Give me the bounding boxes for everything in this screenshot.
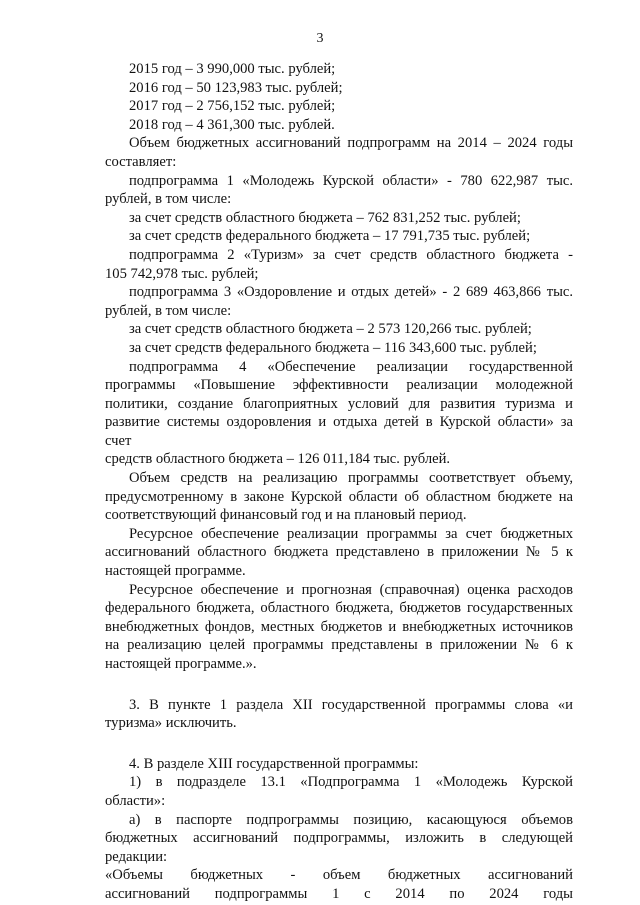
document-body <box>105 60 573 904</box>
table-cell-text: ассигнований <box>105 885 190 902</box>
text-line: подпрограмма 1 «Молодежь Курской области» - 780 622,987 тыс. <box>129 172 573 189</box>
text-line: бюджетных ассигнований подпрограммы, изложить в следующей <box>105 830 573 847</box>
text-line: рублей, в том числе: <box>105 302 232 319</box>
text-line: на реализацию целей программы представлены в приложении № 6 к <box>105 637 573 654</box>
text-line: подпрограмма 2 «Туризм» за счет средств областного бюджета - <box>129 246 573 263</box>
text-line: а) в паспорте подпрограммы позицию, касающуюся объемов <box>129 811 573 828</box>
text-line: средств областного бюджета – 126 011,184 тыс. рублей. <box>105 451 451 468</box>
text-line: политики, создание благоприятных условий для развития туризма и <box>105 395 573 412</box>
text-line: 105 742,978 тыс. рублей; <box>105 265 259 282</box>
table-cell-text: бюджетных <box>387 867 461 884</box>
text-line: подпрограмма 4 «Обеспечение реализации государственной <box>129 358 573 375</box>
text-line: 4. В разделе XIII государственной программы: <box>129 755 419 772</box>
table-cell-text: «Объемы <box>105 867 163 884</box>
text-line: развитие системы оздоровления и отдыха детей в Курской области» за счет <box>105 414 573 449</box>
page-number: 3 <box>316 31 324 46</box>
table-cell-text: 2014 <box>395 885 425 902</box>
spacer <box>105 733 573 755</box>
text-line: 3. В пункте 1 раздела XII государственной программы слова «и <box>129 696 573 713</box>
table-cell-text: бюджетных <box>190 867 264 884</box>
text-line: редакции: <box>105 848 168 865</box>
text-line: Объем средств на реализацию программы соответствует объему, <box>129 470 573 487</box>
text-line: 2016 год – 50 123,983 тыс. рублей; <box>129 79 343 96</box>
table-cell-text: по <box>449 885 465 902</box>
text-line: 2015 год – 3 990,000 тыс. рублей; <box>129 61 336 77</box>
text-line: настоящей программе.». <box>105 656 257 672</box>
table-row <box>105 885 573 904</box>
text-line: ассигнований областного бюджета представлено в приложении № 5 к <box>105 544 573 561</box>
text-line: 2018 год – 4 361,300 тыс. рублей. <box>129 116 335 133</box>
text-line: за счет средств федерального бюджета – 116 343,600 тыс. рублей; <box>129 339 537 356</box>
text-line: соответствующий финансовый год и на плановый период. <box>105 507 467 524</box>
spacer <box>105 674 573 696</box>
text-line: туризма» исключить. <box>105 715 237 732</box>
text-line: предусмотренному в законе Курской области об областном бюджете на <box>105 488 573 505</box>
text-line: федерального бюджета, областного бюджета, бюджетов государственных <box>105 600 573 617</box>
text-line: области»: <box>105 792 166 809</box>
table-cell-text: годы <box>543 885 573 902</box>
table-row <box>105 866 573 885</box>
text-line: за счет средств областного бюджета – 2 573 120,266 тыс. рублей; <box>129 321 532 338</box>
table-dash: - <box>290 867 296 884</box>
text-line: Ресурсное обеспечение и прогнозная (справочная) оценка расходов <box>129 581 573 598</box>
text-line: 2017 год – 2 756,152 тыс. рублей; <box>129 98 336 115</box>
text-line: рублей, в том числе: <box>105 191 232 208</box>
text-line: 1) в подразделе 13.1 «Подпрограмма 1 «Молодежь Курской <box>129 774 573 791</box>
table-cell-text: 1 <box>332 885 340 902</box>
text-line: внебюджетных фондов, местных бюджетов и внебюджетных источников <box>105 618 573 635</box>
table-cell-text: ассигнований <box>488 867 573 884</box>
table-cell-text: с <box>364 885 371 902</box>
text-line: Объем бюджетных ассигнований подпрограмм на 2014 – 2024 годы <box>129 135 573 152</box>
table-cell-text: 2024 <box>489 885 519 902</box>
text-line: программы «Повышение эффективности реализации молодежной <box>105 377 573 394</box>
text-line: подпрограмма 3 «Оздоровление и отдых детей» - 2 689 463,866 тыс. <box>129 284 573 301</box>
text-line: составляет: <box>105 153 177 170</box>
table-cell-text: подпрограммы <box>214 885 308 902</box>
text-line: за счет средств федерального бюджета – 17 791,735 тыс. рублей; <box>129 228 531 245</box>
text-line: Ресурсное обеспечение реализации программы за счет бюджетных <box>129 525 573 542</box>
text-line: за счет средств областного бюджета – 762 831,252 тыс. рублей; <box>129 209 521 226</box>
table-cell-text: объем <box>322 867 361 884</box>
text-line: настоящей программе. <box>105 563 246 580</box>
